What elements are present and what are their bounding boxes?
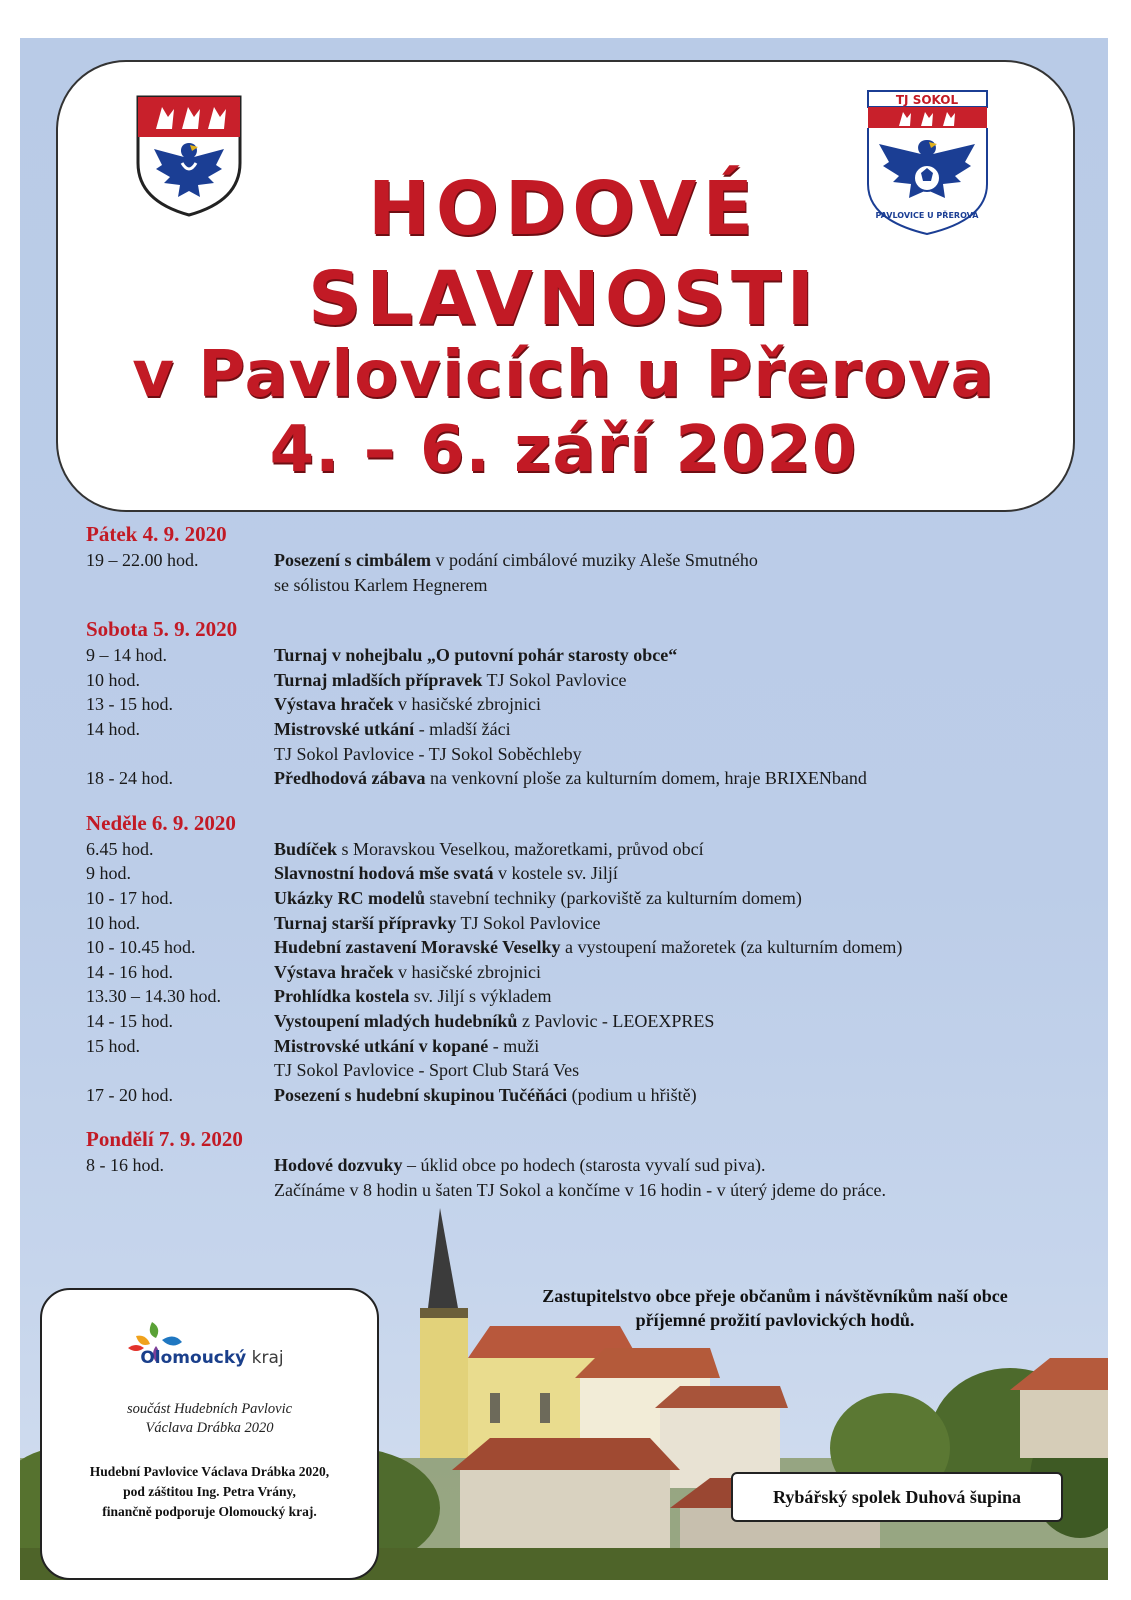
program-row	[86, 886, 1086, 911]
program-event-detail: z Pavlovic - LEOEXPRES	[517, 1010, 715, 1031]
program-row	[86, 1034, 1086, 1059]
program-row	[86, 573, 1086, 598]
program-event-bold: Turnaj mladších přípravek	[274, 669, 483, 690]
program-description	[274, 1058, 1086, 1083]
day-title: Neděle 6. 9. 2020	[86, 810, 236, 835]
program-time	[86, 1178, 274, 1203]
program-row	[86, 861, 1086, 886]
program-day	[86, 617, 1086, 791]
program-description	[274, 766, 1086, 791]
program-event-bold: Hodové dozvuky	[274, 1155, 403, 1176]
program-description	[274, 668, 1086, 693]
program-description	[274, 1083, 1086, 1108]
title-line-2: SLAVNOSTI	[307, 256, 820, 342]
program-event-detail: Začínáme v 8 hodin u šaten TJ Sokol a končíme v 16 hodin - v úterý jdeme do práce.	[274, 1179, 887, 1200]
poster	[20, 38, 1108, 1580]
program-event-bold: Ukázky RC modelů	[274, 887, 426, 908]
program-event-bold: Posezení s cimbálem	[274, 550, 431, 570]
program-event-bold: Výstava hraček	[274, 961, 394, 982]
title-line-3: v Pavlovicích u Přerova	[132, 338, 995, 412]
program-row	[86, 1058, 1086, 1083]
program-description	[274, 861, 1086, 886]
program-schedule	[86, 522, 1086, 1222]
program-event-detail: stavební techniky (parkoviště za kulturním domem)	[425, 887, 802, 908]
program-row	[86, 766, 1086, 791]
program-description	[274, 717, 1086, 742]
day-title: Pondělí 7. 9. 2020	[86, 1127, 243, 1152]
program-event-detail: TJ Sokol Pavlovice	[482, 669, 627, 690]
program-time: 17 - 20 hod.	[86, 1084, 173, 1105]
program-time: 6.45 hod.	[86, 838, 154, 859]
program-day	[86, 522, 1086, 597]
program-description	[274, 548, 1086, 573]
program-description	[274, 1009, 1086, 1034]
program-time: 14 - 16 hod.	[86, 961, 173, 982]
program-description	[274, 742, 1086, 767]
program-event-detail: – úklid obce po hodech (starosta vyvalí sud piva).	[402, 1155, 766, 1176]
program-event-bold: Posezení s hudební skupinou Tučéňáci	[274, 1084, 568, 1105]
partner-note-line-2: Václava Drábka 2020	[145, 1420, 274, 1436]
program-description	[274, 643, 1086, 668]
program-event-detail: - mladší žáci	[414, 718, 511, 739]
program-time: 19 – 22.00 hod.	[86, 550, 199, 570]
title-line-4: 4. – 6. září 2020	[269, 413, 858, 487]
program-event-detail: sv. Jiljí s výkladem	[409, 986, 552, 1007]
program-row	[86, 643, 1086, 668]
program-row	[86, 837, 1086, 862]
sponsor-line-1: Hudební Pavlovice Václava Drábka 2020,	[89, 1464, 330, 1479]
program-event-bold: Slavnostní hodová mše svatá	[274, 863, 494, 884]
program-time: 9 – 14 hod.	[86, 645, 167, 666]
program-event-detail: v hasičské zbrojnici	[393, 961, 541, 982]
program-description	[274, 886, 1086, 911]
program-event-detail: - muži	[488, 1035, 540, 1056]
program-event-detail: a vystoupení mažoretek (za kulturním domem)	[560, 937, 903, 958]
sokol-logo-top-text: TJ SOKOL	[895, 93, 959, 107]
program-description	[274, 1034, 1086, 1059]
program-row	[86, 935, 1086, 960]
program-event-bold: Turnaj v nohejbalu „O putovní pohár starosty obce“	[274, 645, 678, 666]
program-day	[86, 1127, 1086, 1202]
program-time: 10 hod.	[86, 669, 140, 690]
program-row	[86, 1153, 1086, 1178]
program-row	[86, 984, 1086, 1009]
program-day	[86, 811, 1086, 1108]
program-time: 15 hod.	[86, 1035, 140, 1056]
program-time: 10 - 17 hod.	[86, 887, 173, 908]
program-description	[274, 1178, 1086, 1203]
program-description	[274, 573, 1086, 598]
program-event-detail: TJ Sokol Pavlovice - Sport Club Stará Ves	[274, 1060, 580, 1081]
program-event-bold: Předhodová zábava	[274, 768, 426, 789]
program-row	[86, 668, 1086, 693]
program-event-bold: Mistrovské utkání v kopané	[274, 1035, 489, 1056]
program-event-detail: s Moravskou Veselkou, mažoretkami, průvod obcí	[337, 838, 704, 859]
program-event-detail: v hasičské zbrojnici	[393, 694, 541, 715]
olomoucky-kraj-word-light: kraj	[246, 1348, 284, 1368]
program-row	[86, 1083, 1086, 1108]
program-description	[274, 1153, 1086, 1178]
program-row	[86, 911, 1086, 936]
program-row	[86, 692, 1086, 717]
program-event-detail: v podání cimbálové muziky Aleše Smutného	[430, 550, 758, 570]
wish-line-1: Zastupitelstvo obce přeje občanům i návštěvníkům naší obce	[542, 1286, 1008, 1306]
program-time: 10 - 10.45 hod.	[86, 937, 196, 958]
program-row	[86, 1009, 1086, 1034]
program-description	[274, 692, 1086, 717]
partner-note	[52, 1400, 367, 1438]
program-time: 13 - 15 hod.	[86, 694, 173, 715]
sponsor-line-2: pod záštitou Ing. Petra Vrány,	[123, 1484, 296, 1499]
program-time: 9 hod.	[86, 863, 131, 884]
program-event-bold: Prohlídka kostela	[274, 986, 410, 1007]
program-event-bold: Turnaj starší přípravky	[274, 912, 457, 933]
program-time	[86, 573, 274, 598]
wish-line-2: příjemné prožití pavlovických hodů.	[635, 1310, 915, 1330]
program-row	[86, 960, 1086, 985]
program-description	[274, 935, 1086, 960]
program-description	[274, 837, 1086, 862]
program-event-bold: Výstava hraček	[274, 694, 394, 715]
program-row	[86, 548, 1086, 573]
program-time: 10 hod.	[86, 912, 140, 933]
program-event-detail: se sólistou Karlem Hegnerem	[274, 574, 488, 595]
partner-note-line-1: součást Hudebních Pavlovic	[126, 1401, 293, 1417]
program-time: 14 - 15 hod.	[86, 1010, 173, 1031]
sponsor-text	[52, 1462, 367, 1522]
program-event-bold: Budíček	[274, 838, 338, 859]
program-event-detail: (podium u hřiště)	[567, 1084, 697, 1105]
program-event-bold: Mistrovské utkání	[274, 718, 415, 739]
partner-box	[40, 1288, 379, 1580]
program-time: 18 - 24 hod.	[86, 768, 173, 789]
program-event-bold: Vystoupení mladých hudebníků	[274, 1010, 518, 1031]
olomoucky-kraj-word-bold: Olomoucký	[140, 1348, 247, 1368]
sokol-logo-bottom-text: PAVLOVICE U PŘEROVA	[875, 211, 979, 220]
program-row	[86, 717, 1086, 742]
program-time	[86, 1058, 274, 1083]
program-event-detail: v kostele sv. Jiljí	[493, 863, 618, 884]
day-title: Pátek 4. 9. 2020	[86, 522, 227, 546]
wish-text	[480, 1284, 1070, 1332]
program-row	[86, 1178, 1086, 1203]
sponsor-line-3: finančně podporuje Olomoucký kraj.	[102, 1504, 317, 1519]
fishing-club-label: Rybářský spolek Duhová šupina	[731, 1472, 1063, 1522]
program-event-detail: TJ Sokol Pavlovice - TJ Sokol Soběchleby	[274, 743, 582, 764]
program-time: 13.30 – 14.30 hod.	[86, 986, 221, 1007]
program-event-detail: na venkovní ploše za kulturním domem, hraje BRIXENband	[425, 768, 867, 789]
title-line-1: HODOVÉ	[367, 166, 759, 252]
program-event-bold: Hudební zastavení Moravské Veselky	[274, 937, 561, 958]
program-event-detail: TJ Sokol Pavlovice	[456, 912, 601, 933]
program-time	[86, 742, 274, 767]
program-description	[274, 911, 1086, 936]
day-title: Sobota 5. 9. 2020	[86, 617, 238, 642]
program-row	[86, 742, 1086, 767]
program-time: 8 - 16 hod.	[86, 1155, 164, 1176]
program-description	[274, 984, 1086, 1009]
program-time: 14 hod.	[86, 718, 140, 739]
olomoucky-kraj-wordmark	[82, 1348, 342, 1368]
program-description	[274, 960, 1086, 985]
